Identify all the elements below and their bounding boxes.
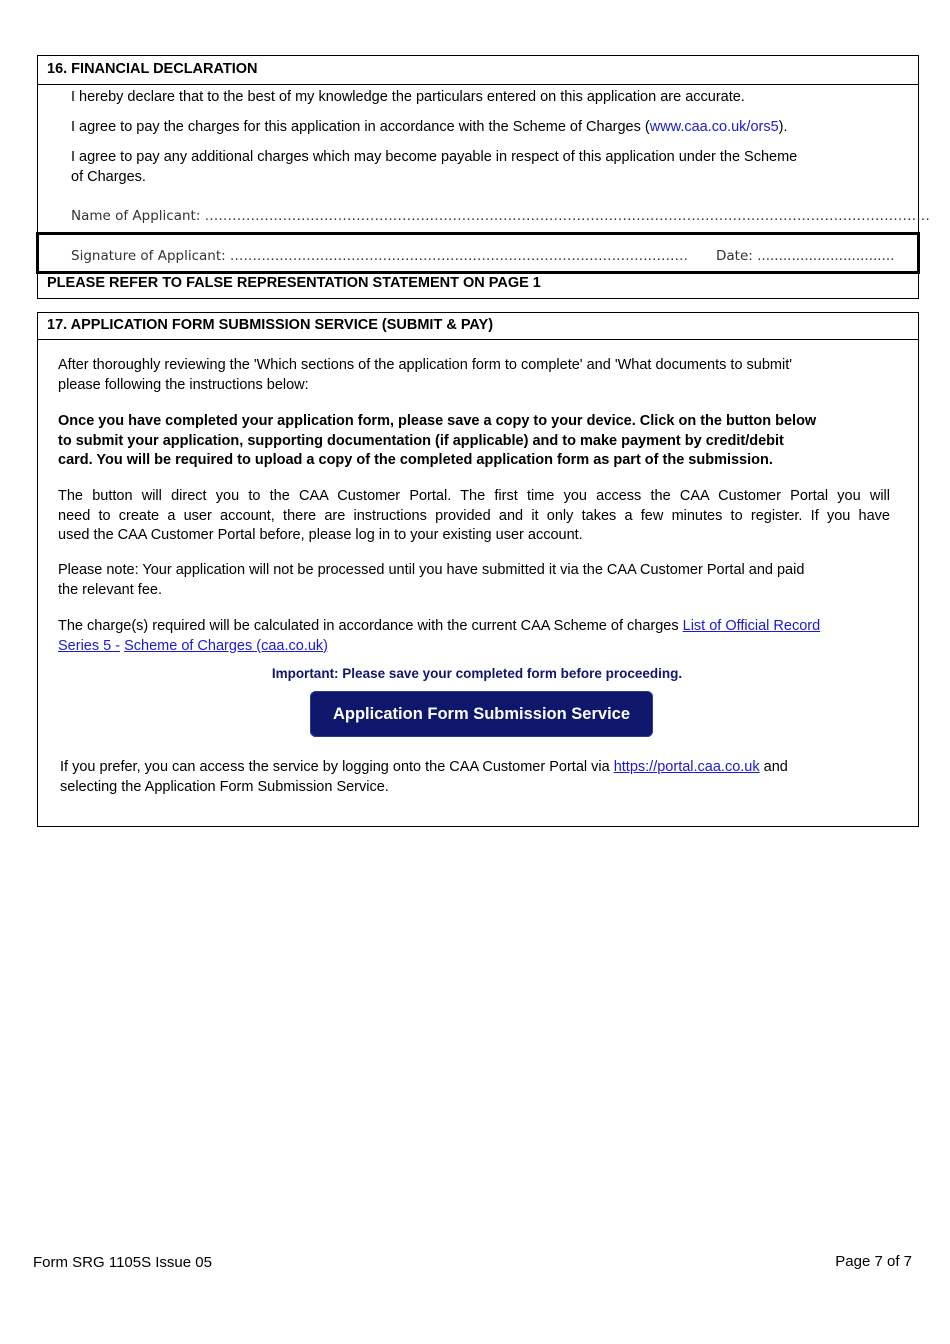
portal-alternative-text [60, 758, 788, 797]
section-16-title: 16. FINANCIAL DECLARATION [47, 61, 258, 77]
applicant-name-dots: .............................................................................................................................................................. [204, 208, 931, 224]
save-instructions [58, 412, 816, 471]
portal-description-line-3: used the CAA Customer Portal before, please log in to your existing user account. [58, 527, 583, 543]
save-instructions-line-2: to submit your application, supporting documentation (if applicable) and to make payment by credit/debit [58, 432, 784, 449]
declaration-additional-line-1: I agree to pay any additional charges which may become payable in respect of this application under the Scheme [71, 149, 798, 165]
applicant-name-label: Name of Applicant: [71, 208, 201, 224]
date-dots: ................................ [757, 248, 895, 264]
portal-alternative-prefix: If you prefer, you can access the service by logging onto the CAA Customer Portal via [60, 759, 614, 775]
declaration-charges-text [71, 118, 788, 138]
save-instructions-line-1: Once you have completed your application form, please save a copy to your device. Click on the button below [58, 413, 817, 429]
section-17-title: 17. APPLICATION FORM SUBMISSION SERVICE (SUBMIT & PAY) [47, 317, 494, 333]
date-label: Date: [716, 248, 753, 264]
portal-alternative-suffix: and [759, 759, 788, 775]
declaration-accuracy-text: I hereby declare that to the best of my knowledge the particulars entered on this application are accurate. [71, 89, 745, 105]
signature-row [36, 232, 920, 274]
processing-note [58, 561, 804, 600]
scheme-of-charges-caa-link[interactable]: Scheme of Charges (caa.co.uk) [124, 637, 328, 654]
declaration-charges-prefix: I agree to pay the charges for this application in accordance with the Scheme of Charges ( [71, 119, 650, 135]
intro-line-2: please following the instructions below: [58, 376, 309, 393]
scheme-of-charges-link[interactable]: www.caa.co.uk/ors5 [649, 119, 779, 135]
declaration-charges-suffix: ). [778, 119, 788, 135]
charges-prefix: The charge(s) required will be calculated in accordance with the current CAA Scheme of charges [58, 618, 683, 634]
intro-line-1: After thoroughly reviewing the 'Which sections of the application form to complete' and 'What documents to submit' [58, 357, 793, 373]
date-field[interactable] [716, 247, 894, 267]
portal-alternative-line-2: selecting the Application Form Submission Service. [60, 778, 389, 795]
form-identifier: Form SRG 1105S Issue 05 [33, 1254, 212, 1271]
customer-portal-link[interactable]: https://portal.caa.co.uk [613, 759, 760, 775]
processing-note-line-2: the relevant fee. [58, 581, 162, 598]
application-form-submission-button[interactable]: Application Form Submission Service [310, 691, 653, 737]
save-instructions-line-3: card. You will be required to upload a copy of the completed application form as part of the submission. [58, 452, 773, 468]
declaration-additional-line-2: of Charges. [71, 168, 146, 185]
processing-note-line-1: Please note: Your application will not be processed until you have submitted it via the CAA Customer Portal and paid [58, 562, 805, 578]
intro-text [58, 356, 792, 395]
portal-description-line-1: The button will direct you to the CAA Customer Portal. The first time you access the CAA Customer Portal you will [58, 488, 890, 504]
important-notice: Important: Please save your completed form before proceeding. [271, 666, 683, 681]
applicant-name-field[interactable] [71, 207, 930, 227]
declaration-additional-text [71, 148, 797, 187]
official-record-link-cont[interactable]: Series 5 - [58, 637, 121, 654]
false-representation-warning: PLEASE REFER TO FALSE REPRESENTATION STATEMENT ON PAGE 1 [47, 275, 541, 291]
charges-text [58, 617, 820, 656]
signature-dots: ...................................................................................................... [230, 248, 689, 264]
portal-description [58, 487, 890, 546]
signature-field[interactable] [71, 247, 688, 267]
signature-label: Signature of Applicant: [71, 248, 226, 264]
official-record-link[interactable]: List of Official Record [682, 618, 821, 634]
portal-description-line-2: need to create a user account, there are instructions provided and it only takes a few minutes to register. If you have [58, 507, 890, 524]
page-number: Page 7 of 7 [835, 1253, 912, 1270]
